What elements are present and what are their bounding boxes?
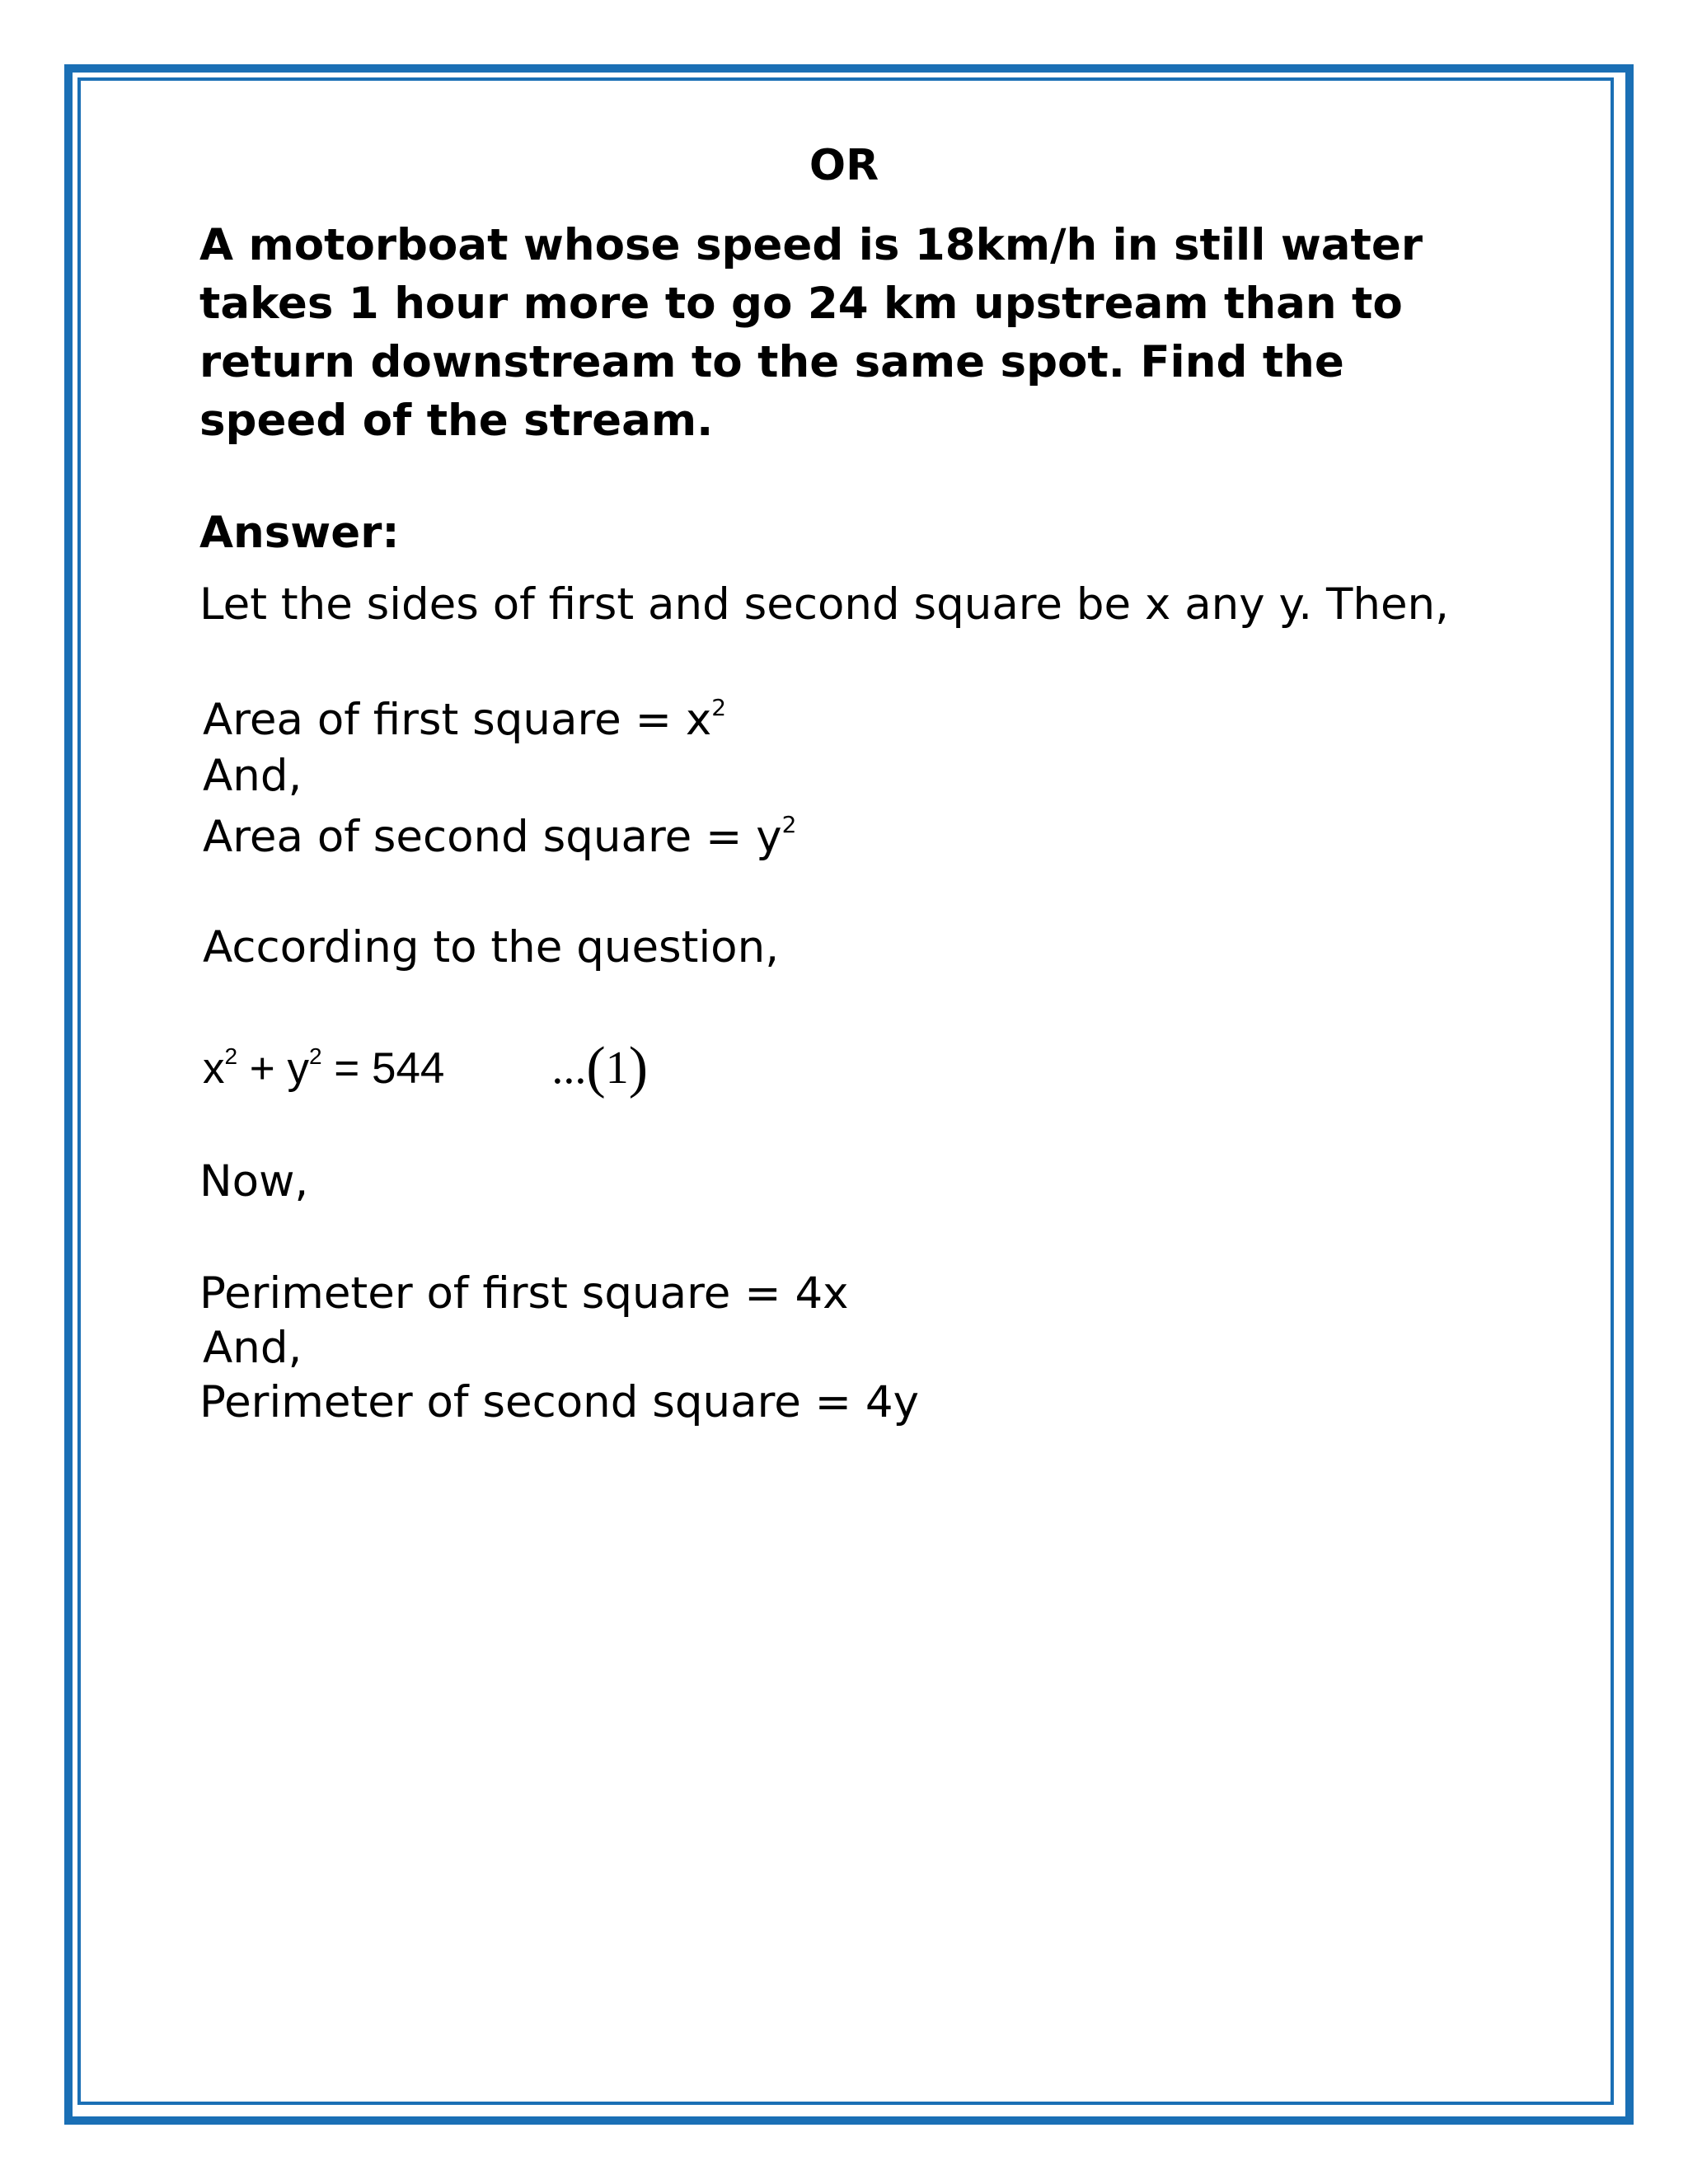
equation-tag-dots: ... <box>551 1043 587 1094</box>
and-line-2: And, <box>203 1323 302 1373</box>
area-first-exponent: 2 <box>711 694 727 722</box>
equation-x-exponent: 2 <box>224 1043 238 1070</box>
according-line: According to the question, <box>203 922 780 972</box>
area-second-line <box>203 809 796 865</box>
or-heading: OR <box>809 141 879 190</box>
question-line: speed of the stream. <box>199 396 714 446</box>
equation-plus-y: + y <box>237 1044 309 1093</box>
perimeter-second-line: Perimeter of second square = 4y <box>199 1377 919 1427</box>
equation-x: x <box>203 1044 225 1093</box>
question-line: return downstream to the same spot. Find the <box>199 337 1344 387</box>
question-line: A motorboat whose speed is 18km/h in still water <box>199 220 1423 270</box>
answer-intro: Let the sides of first and second square be x any y. Then, <box>199 579 1449 630</box>
perimeter-first-line: Perimeter of first square = 4x <box>199 1268 849 1319</box>
equation-tag-number: 1 <box>605 1043 629 1094</box>
equation-tag-open: ( <box>586 1036 606 1099</box>
equation-y-exponent: 2 <box>308 1043 322 1070</box>
equation-tag-close: ) <box>628 1036 649 1099</box>
area-first-line <box>203 692 726 748</box>
question-line: takes 1 hour more to go 24 km upstream than to <box>199 279 1403 329</box>
answer-label: Answer: <box>199 508 400 558</box>
equation-1 <box>203 1037 648 1097</box>
area-second-exponent: 2 <box>781 811 797 839</box>
area-second-text: Area of second square = y <box>203 812 782 862</box>
question-text <box>199 216 1485 450</box>
now-line: Now, <box>199 1156 309 1207</box>
and-line-1: And, <box>203 751 302 801</box>
equation-tag <box>551 1036 649 1099</box>
area-first-text: Area of first square = x <box>203 695 712 745</box>
equation-rhs: = 544 <box>321 1044 445 1093</box>
